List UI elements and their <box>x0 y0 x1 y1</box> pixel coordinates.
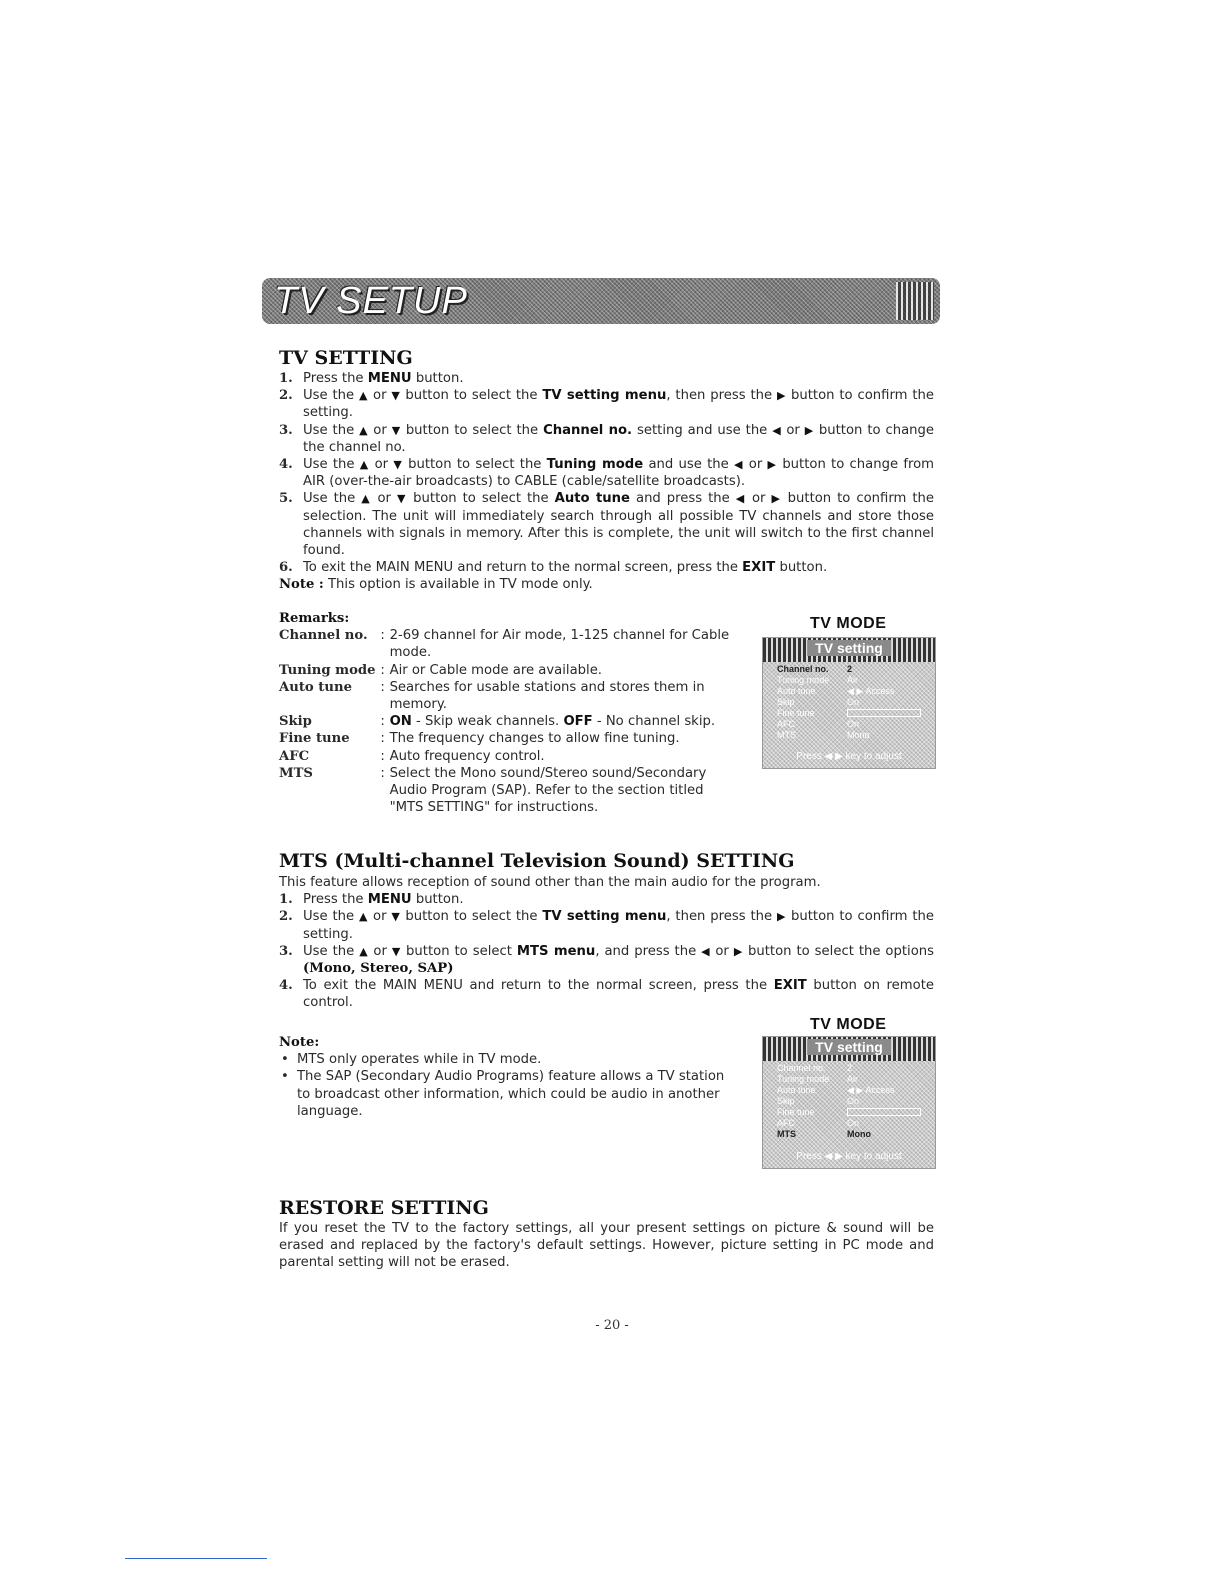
text: and press the <box>630 491 736 507</box>
remark-row <box>279 627 741 661</box>
footer-line <box>125 1558 267 1559</box>
right-arrow-icon: ▶ <box>804 423 814 437</box>
osd-title: TV setting <box>807 1039 891 1055</box>
tv-mode-label: TV MODE <box>810 1016 887 1033</box>
remark-colon: : <box>380 662 385 678</box>
exit-keyword: EXIT <box>773 978 807 994</box>
text: - No channel skip. <box>592 714 716 730</box>
remark-colon: : <box>380 765 385 781</box>
right-arrow-icon: ▶ <box>777 389 787 403</box>
mts-heading: MTS (Multi-channel Television Sound) SETTING <box>279 850 795 872</box>
text: button to select the <box>407 491 555 507</box>
right-arrow-icon: ▶ <box>771 492 782 506</box>
text: or <box>781 422 805 438</box>
osd-row <box>777 730 925 741</box>
mts-step-2 <box>279 908 934 942</box>
remark-desc: The frequency changes to allow fine tuning. <box>389 731 680 747</box>
mts-section <box>279 874 934 1012</box>
osd-row-label: Auto tune <box>777 686 816 696</box>
remark-colon: : <box>380 731 385 747</box>
step-number: 6. <box>279 560 293 576</box>
osd-row-label: AFC <box>777 1118 795 1128</box>
text: Press the <box>303 371 368 386</box>
text: button to change from AIR (over-the-air broadcasts) to CABLE (cable/satellite broadcasts). <box>303 457 935 490</box>
mts-notes <box>279 1034 741 1120</box>
text: button to select the <box>400 388 543 404</box>
osd-row <box>777 1074 925 1085</box>
osd-row-value: On <box>847 1096 860 1106</box>
text: or <box>371 491 397 507</box>
osd-row-label: Skip <box>777 697 795 707</box>
osd-row-label: Channel no. <box>777 1063 826 1073</box>
remark-term: AFC <box>279 748 310 764</box>
osd-row-value: ◀ ▶ Access <box>847 686 895 696</box>
remark-desc <box>390 713 741 730</box>
osd-header <box>763 638 935 662</box>
remark-colon: : <box>380 748 385 764</box>
text: Use the <box>303 491 362 507</box>
osd-header <box>763 1037 935 1061</box>
up-arrow-icon: ▲ <box>359 910 369 924</box>
remark-desc: Auto frequency control. <box>389 748 545 764</box>
right-arrow-icon: ▶ <box>733 944 744 958</box>
osd-row-value: 2 <box>847 1063 853 1073</box>
osd-row <box>777 719 925 730</box>
tuning-mode-keyword: Tuning mode <box>546 457 644 473</box>
osd-row-value: 2 <box>847 664 853 674</box>
text: button to confirm the setting. <box>303 909 935 942</box>
osd-row-value: ◀ ▶ Access <box>847 1085 895 1095</box>
osd-row-label: Skip <box>777 1096 795 1106</box>
step-number: 1. <box>279 892 293 908</box>
channel-no-keyword: Channel no. <box>543 422 633 438</box>
remark-row <box>279 730 741 747</box>
osd-rows <box>777 1063 925 1140</box>
text: button on remote control. <box>303 978 934 1011</box>
step-4 <box>279 456 934 490</box>
text: button to select the options <box>743 943 935 959</box>
text: - Skip weak channels. <box>411 714 564 730</box>
remark-term: Skip <box>279 714 312 730</box>
osd-row <box>777 1063 925 1074</box>
left-arrow-icon: ◀ <box>701 944 711 958</box>
step-number: 3. <box>279 943 293 959</box>
mts-intro: This feature allows reception of sound other than the main audio for the program. <box>279 875 821 890</box>
remark-row <box>279 662 741 679</box>
remark-row <box>279 748 741 765</box>
note-label: Note: <box>279 1035 320 1050</box>
remark-term: Auto tune <box>279 679 352 695</box>
text: button. <box>411 892 464 908</box>
step-5 <box>279 490 934 559</box>
osd-row <box>777 697 925 708</box>
text: button to select the <box>400 909 543 925</box>
up-arrow-icon: ▲ <box>359 944 369 958</box>
remark-colon: : <box>380 714 385 730</box>
osd-row-label: MTS <box>777 730 796 740</box>
up-arrow-icon: ▲ <box>359 389 369 403</box>
osd-row-label: Tuning mode <box>777 675 830 685</box>
osd-row <box>777 1096 925 1107</box>
step-number: 3. <box>279 422 293 438</box>
left-arrow-icon: ◀ <box>734 458 744 472</box>
osd-row-value: Air <box>847 675 858 685</box>
text: or <box>710 943 734 959</box>
right-arrow-icon: ▶ <box>777 910 787 924</box>
osd-row <box>777 1085 925 1096</box>
down-arrow-icon: ▼ <box>391 389 401 403</box>
step-6 <box>279 559 934 576</box>
mts-osd-screenshot <box>762 1036 936 1169</box>
osd-row <box>777 1118 925 1129</box>
text: button to change the channel no. <box>303 422 935 455</box>
step-number: 4. <box>279 457 293 473</box>
remark-desc: 2-69 channel for Air mode, 1-125 channel for Cable mode. <box>389 628 730 661</box>
up-arrow-icon: ▲ <box>361 492 372 506</box>
text: Use the <box>303 943 360 959</box>
text: Press the <box>303 892 368 908</box>
text: and use the <box>643 457 734 473</box>
banner-decoration <box>896 282 934 320</box>
osd-rows <box>777 664 925 741</box>
step-1 <box>279 370 934 387</box>
page-number: - 20 - <box>595 1318 629 1333</box>
text: To exit the MAIN MENU and return to the normal screen, press the <box>303 978 774 994</box>
auto-tune-keyword: Auto tune <box>554 491 631 507</box>
banner-title: TV SETUP <box>274 280 468 322</box>
text: , then press the <box>666 909 778 925</box>
osd-row <box>777 1129 925 1140</box>
osd-row-value: Mono <box>847 1129 871 1139</box>
step-3 <box>279 422 934 456</box>
remark-term: Channel no. <box>279 628 368 644</box>
osd-footer: Press ◀ ▶ key to adjust <box>796 1151 902 1162</box>
osd-row-value: Air <box>847 1074 858 1084</box>
text: Use the <box>303 422 360 438</box>
down-arrow-icon: ▼ <box>391 910 401 924</box>
left-arrow-icon: ◀ <box>735 492 746 506</box>
mts-menu-keyword: MTS menu <box>516 943 596 959</box>
options-keyword: (Mono, Stereo, SAP) <box>303 961 454 977</box>
text: To exit the MAIN MENU and return to the normal screen, press the <box>303 560 743 576</box>
remark-term: Fine tune <box>279 731 350 747</box>
right-arrow-icon: ▶ <box>767 458 778 472</box>
remarks-table <box>279 627 741 816</box>
text: button to confirm the setting. <box>303 388 935 421</box>
osd-row <box>777 708 925 719</box>
osd-row-label: MTS <box>777 1129 796 1139</box>
up-arrow-icon: ▲ <box>359 423 369 437</box>
text: or <box>368 422 392 438</box>
remark-desc: Air or Cable mode are available. <box>389 662 602 678</box>
osd-row <box>777 686 925 697</box>
text: Use the <box>303 457 360 473</box>
text: Use the <box>303 388 360 404</box>
tv-mode-label: TV MODE <box>810 615 887 632</box>
text: or <box>743 457 768 473</box>
down-arrow-icon: ▼ <box>396 492 408 506</box>
mts-step-1 <box>279 891 934 908</box>
osd-row-value: On <box>847 697 860 707</box>
osd-row-value: On <box>847 1118 860 1128</box>
osd-row-label: Channel no. <box>777 664 829 674</box>
osd-row-label: Auto tune <box>777 1085 816 1095</box>
text: or <box>369 457 394 473</box>
remark-term: Tuning mode <box>279 662 376 678</box>
text: button to select the <box>400 422 544 438</box>
tv-setting-heading: TV SETTING <box>279 347 413 369</box>
remark-row <box>279 765 741 817</box>
on-keyword: ON <box>389 714 412 730</box>
note-item: • MTS only operates while in TV mode. <box>279 1051 741 1068</box>
remark-desc: Searches for usable stations and stores them in memory. <box>389 679 705 713</box>
menu-keyword: MENU <box>367 892 412 908</box>
osd-row <box>777 664 925 675</box>
text: setting and use the <box>632 422 773 438</box>
off-keyword: OFF <box>563 714 593 730</box>
remark-colon: : <box>380 628 385 644</box>
tv-setting-menu-keyword: TV setting menu <box>542 388 667 404</box>
text: or <box>368 388 392 404</box>
osd-row-label: Tuning mode <box>777 1074 830 1084</box>
text: button to confirm the selection. The unit will immediately search through all possible TV channels and store those channels with signals in memory. After this is complete, the unit will switch to the first channel found. <box>303 491 934 559</box>
remark-row <box>279 679 741 713</box>
step-number: 4. <box>279 978 293 994</box>
restore-text: If you reset the TV to the factory settings, all your present settings on picture & sound will be erased and replaced by the factory's default settings. However, picture setting in PC mode and parental setting will not be erased. <box>279 1221 934 1271</box>
osd-row-value: Mono <box>847 730 870 740</box>
text: , then press the <box>666 388 778 404</box>
osd-row <box>777 675 925 686</box>
down-arrow-icon: ▼ <box>391 944 402 958</box>
osd-title: TV setting <box>807 640 891 656</box>
text: or <box>368 909 392 925</box>
osd-row-value: On <box>847 719 860 729</box>
text: , and press the <box>595 943 702 959</box>
mts-step-4 <box>279 977 934 1011</box>
osd-row <box>777 1107 925 1118</box>
down-arrow-icon: ▼ <box>391 423 401 437</box>
osd-row-label: Fine tune <box>777 708 815 718</box>
fine-tune-bar <box>847 1108 921 1116</box>
mts-step-3 <box>279 943 934 977</box>
remark-term: MTS <box>279 765 313 781</box>
tv-setting-note <box>279 576 934 593</box>
up-arrow-icon: ▲ <box>359 458 370 472</box>
remark-desc: Select the Mono sound/Stereo sound/Secondary Audio Program (SAP). Refer to the section titled "MTS SETTING" for instructions. <box>389 765 707 816</box>
osd-footer: Press ◀ ▶ key to adjust <box>796 751 902 762</box>
tv-setting-steps <box>279 370 934 594</box>
remark-colon: : <box>380 679 385 695</box>
restore-heading: RESTORE SETTING <box>279 1197 489 1219</box>
note-text: This option is available in TV mode only. <box>323 577 593 593</box>
remark-row <box>279 713 741 730</box>
step-number: 2. <box>279 909 293 925</box>
step-number: 1. <box>279 371 293 386</box>
osd-row-label: AFC <box>777 719 795 729</box>
exit-keyword: EXIT <box>742 560 776 576</box>
text: or <box>745 491 772 507</box>
note-item: • The SAP (Secondary Audio Programs) feature allows a TV station to broadcast other information, which could be audio in another language. <box>279 1068 741 1120</box>
tv-setting-osd-screenshot <box>762 637 936 769</box>
remarks <box>279 610 741 816</box>
text: button. <box>775 560 828 576</box>
text: button. <box>411 371 464 386</box>
text: Use the <box>303 909 360 925</box>
text: button to select <box>401 943 517 959</box>
down-arrow-icon: ▼ <box>393 458 403 472</box>
left-arrow-icon: ◀ <box>772 423 782 437</box>
step-2 <box>279 387 934 421</box>
note-label: Note : <box>279 577 324 593</box>
tv-setting-menu-keyword: TV setting menu <box>542 909 667 925</box>
remarks-label: Remarks: <box>279 611 350 626</box>
fine-tune-bar <box>847 709 921 717</box>
text: button to select the <box>402 457 547 473</box>
step-number: 2. <box>279 388 293 404</box>
step-number: 5. <box>279 491 293 507</box>
text: or <box>368 943 392 959</box>
section-banner <box>262 278 940 324</box>
osd-row-label: Fine tune <box>777 1107 815 1117</box>
menu-keyword: MENU <box>367 371 412 386</box>
